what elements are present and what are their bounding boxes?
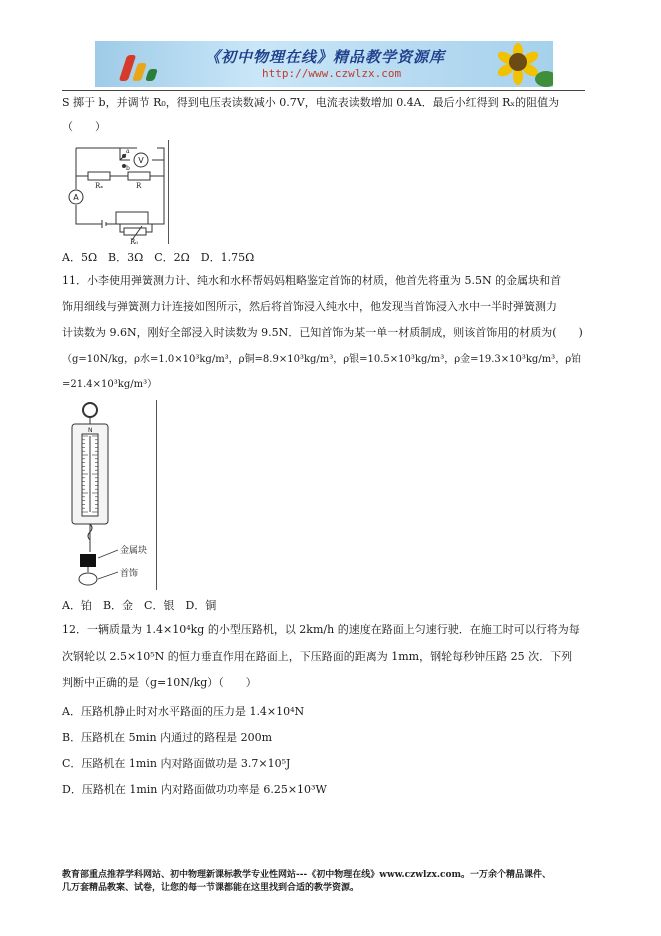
q11-options: A．铂 B．金 C．银 D．铜 [62, 599, 217, 612]
q11-text-line: （g=10N/kg，ρ水=1.0×10³kg/m³，ρ铜=8.9×10³kg/m³，ρ银=10.5×10³kg/m³，ρ金=19.3×10³kg/m³，ρ铂 [62, 354, 582, 365]
q12-option-d: D．压路机在 1min 内对路面做功功率是 6.25×10³W [62, 783, 327, 796]
figure-divider [168, 140, 169, 244]
q11-text-line: 11．小李使用弹簧测力计、纯水和水杯帮妈妈粗略鉴定首饰的材质，他首先将重为 5.5N 的金属块和首 [62, 274, 562, 287]
footer-line: 几万套精品教案、试卷，让您的每一节课都能在这里找到合适的教学资源。 [62, 883, 360, 893]
spring-scale-diagram [62, 400, 162, 590]
metal-block-shape [80, 554, 96, 567]
jewelry-shape [79, 573, 97, 585]
site-banner [95, 41, 553, 87]
q12-text-line: 12．一辆质量为 1.4×10⁴kg 的小型压路机，以 2km/h 的速度在路面上匀速行驶．在施工时可以行将为每 [62, 623, 580, 636]
q12-option-a: A．压路机静止时对水平路面的压力是 1.4×10⁴N [62, 705, 305, 718]
q12-text-line: 次钢轮以 2.5×10⁵N 的恒力垂直作用在路面上，下压路面的距离为 1mm，钢轮每秒钟压路 25 次．下列 [62, 650, 573, 663]
svg-text:V: V [138, 156, 144, 165]
circuit-diagram [62, 140, 174, 244]
rx-label: Rₓ [95, 182, 104, 190]
banner-url[interactable]: http://www.czwlzx.com [262, 67, 402, 80]
ammeter-icon [69, 190, 83, 204]
q11-text-line: 饰用细线与弹簧测力计连接如图所示，然后将首饰浸入纯水中，他发现当首饰浸入水中一半时弹簧测力 [62, 300, 557, 313]
figure-divider [156, 400, 157, 590]
q12-option-c: C．压路机在 1min 内对路面做功是 3.7×10⁵J [62, 757, 291, 770]
q12-option-b: B．压路机在 5min 内通过的路程是 200m [62, 731, 273, 744]
q12-text-line: 判断中正确的是（g=10N/kg）（ ） [62, 676, 257, 689]
jewelry-label: 首饰 [120, 569, 139, 579]
newton-label: N [88, 427, 93, 434]
header-rule [62, 90, 585, 91]
q11-text-line: 计读数为 9.6N，刚好全部浸入时读数为 9.5N．已知首饰为某一单一材质制成，则该首饰用的材质为( ) [62, 326, 583, 339]
q10-text-line: S 掷于 b，并调节 R₀，得到电压表读数减小 0.7V，电流表读数增加 0.4A．最后小红得到 Rₓ的阻值为 [62, 96, 560, 109]
banner-title: 《初中物理在线》精品教学资源库 [205, 48, 446, 66]
switch-a-label: a [126, 148, 130, 155]
footer-line: 教育部重点推荐学科网站、初中物理新课标教学专业性网站---《初中物理在线》www.czwlzx.com。一万余个精品课件、 [62, 870, 552, 880]
q11-text-line: =21.4×10³kg/m³） [62, 379, 158, 390]
switch-b-label: b [126, 165, 130, 172]
q10-answer-paren: （ ） [62, 120, 106, 133]
r0-label: R₀ [130, 238, 139, 244]
q10-options: A．5Ω B．3Ω C．2Ω D．1.75Ω [62, 251, 255, 264]
r-label: R [136, 182, 142, 190]
voltmeter-icon [134, 153, 148, 167]
metal-block-label: 金属块 [120, 546, 148, 556]
svg-text:A: A [73, 193, 79, 202]
